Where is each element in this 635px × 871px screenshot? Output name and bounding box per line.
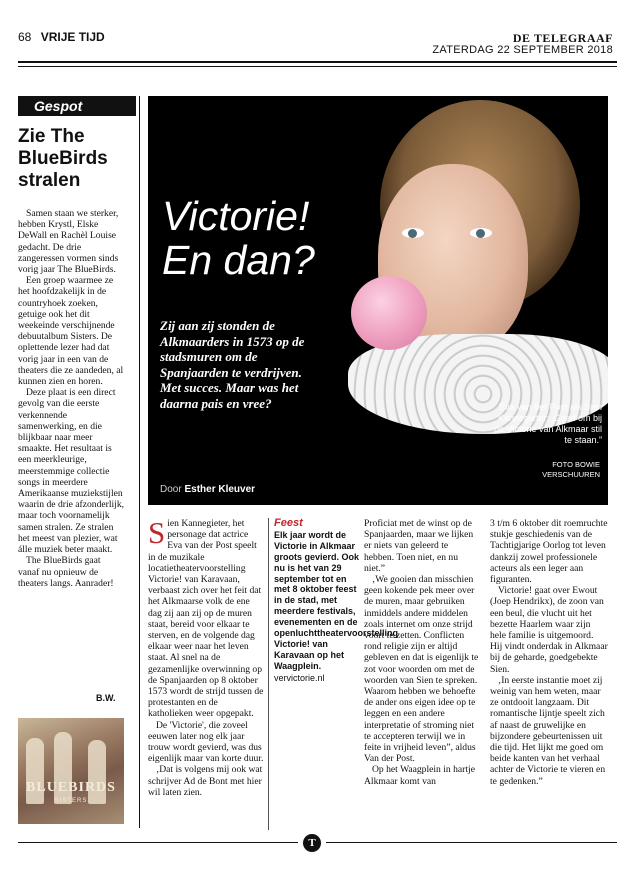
photo-eye [402, 228, 424, 238]
album-subtitle: SISTERS [54, 798, 88, 804]
article-headline [162, 194, 315, 282]
article-paragraph: ‚We gooien dan misschien geen kokende pek meer over de muren, maar gebruiken inmiddels andere middelen zoals internet om onze strijd voort te zetten. Conflicten rond religie zijn er altijd gebleven en dat is eigenlijk te zot voor woorden om met de woorden van Sien te spreken. Waarom hebben we behoefte de ander ons eigen idee op te leggen en een andere interpretatie of stroming niet te accepteren terwijl we in feite in vrijheid leven”, aldus Van der Post. [364, 574, 479, 765]
photo-caption: Eva van der Post als Sien Kannegieter: ‚Goed om bij de Victorie van Alkmaar stil te staan.” [494, 402, 602, 445]
article-column-4 [490, 518, 608, 787]
gespot-article [18, 208, 124, 589]
page-header-left [18, 30, 105, 44]
issue-date: ZATERDAG 22 SEPTEMBER 2018 [432, 44, 613, 56]
hero-photo [148, 96, 608, 505]
photo-bubblegum [351, 276, 427, 350]
gespot-paragraph: Een groep waarmee ze het hoofdzakelijk in de countryhoek zoeken, getuige ook het dit weekeinde verschijnende debuutalbum Sisters. De oplettende lezer had dat vorig jaar in een van de theaters die ze aandeden, al kunnen zien en horen. [18, 275, 124, 388]
header-rule [18, 61, 617, 63]
article-paragraph: De 'Victorie', die zoveel eeuwen later nog elk jaar trouw wordt gevierd, was dus eigenlijk maar van korte duur. [148, 719, 264, 765]
gespot-paragraph: The BlueBirds gaat vanaf nu opnieuw de theaters langs. Aanrader! [18, 555, 114, 589]
credit-line: FOTO BOWIE [552, 460, 600, 469]
gespot-byline: B.W. [96, 693, 116, 703]
photo-eye [470, 228, 492, 238]
column-divider [139, 96, 140, 828]
article-paragraph: Proficiat met de winst op de Spanjaarden, maar we lijken er niets van geleerd te hebben. Toen niet, en nu niet.” [364, 518, 474, 574]
feest-label: Feest [274, 517, 303, 529]
gespot-paragraph: Samen staan we sterker, hebben Krystl, Elske DeWall en Rachèl Louise gedacht. De drie zangeressen vormen sinds vorig jaar The BlueBirds. [18, 208, 119, 276]
article-lead: Zij aan zij stonden de Alkmaarders in 1573 op de stadsmuren om de Spanjaarden te verdrijven. Met succes. Maar was het daarna pais en vree? [160, 318, 305, 411]
gespot-label: Gespot [18, 96, 136, 116]
article-byline [160, 484, 255, 495]
headline-line: Victorie! [162, 193, 310, 239]
article-paragraph: 3 t/m 6 oktober dit roemruchte stukje geschiedenis van de Tachtigjarige Oorlog tot leven dankzij zowel professionele acteurs als een leger aan figuranten. [490, 518, 608, 586]
page-number: 68 [18, 30, 32, 44]
feest-text: Elk jaar wordt de Victorie in Alkmaar groots gevierd. Ook nu is het van 29 september tot en met 8 oktober feest in de stad, met meerdere festivals, evenementen en de openluchttheatervoorstelling Victorie! van Karavaan op het Waagplein. [274, 529, 399, 671]
article-paragraph: Op het Waagplein in hartje Alkmaar komt van [364, 764, 475, 787]
byline-prefix: Door [160, 484, 182, 495]
article-paragraph [148, 515, 264, 720]
column-divider [268, 518, 269, 830]
article-column-1 [148, 515, 264, 798]
section-name: VRIJE TIJD [40, 30, 105, 44]
newspaper-name: DE TELEGRAAF [512, 31, 613, 45]
gespot-headline: Zie The BlueBirds stralen [18, 126, 108, 191]
byline-author: Esther Kleuver [184, 484, 256, 495]
photo-credit [542, 460, 600, 480]
telegraaf-logo: T [303, 834, 321, 852]
album-cover-image [18, 718, 124, 824]
feest-link[interactable]: vervictorie.nl [274, 672, 325, 683]
headline-line: En dan? [162, 237, 315, 283]
article-paragraph: ‚Dat is volgens mij ook wat schrijver Ad de Bont met hier wil laten zien. [148, 764, 263, 798]
article-column-3 [364, 518, 480, 787]
header-rule-thin [18, 66, 617, 67]
article-paragraph: Victorie! gaat over Ewout (Joep Hendrikx), de zoon van een beul, die vlucht uit het bezette Haarlem waar zijn hele familie is uitgemoord. Hij vindt onderdak in Alkmaar bij de geharde, goedgebekte Sien. [490, 585, 608, 675]
album-title: BLUEBIRDS [26, 780, 116, 795]
feest-infobox [274, 517, 399, 684]
drop-cap: S [148, 515, 166, 550]
gespot-paragraph: Deze plaat is een direct gevolg van die eerste verkennende samenwerking, en die blijkbaar naar meer smaakte. Het resultaat is een meerkleurige, meerstemmige collectie songs in meerdere Amerikaanse muziekstijlen waarin de drie afzonderlijk, maar toch voornamelijk samen stralen. Ze stralen het meest van plezier, wat álle muziek beter maakt. [18, 387, 125, 556]
credit-line: VERSCHUUREN [542, 470, 600, 479]
article-paragraph: ‚In eerste instantie moet zij weinig van hem weten, maar ze ontdooit langzaam. Dit romantische lijntje speelt zich af naast de gruwelijke en bijzondere gebeurtenissen uit die tijd. Het lijkt me goed om beide kanten van het verhaal achter de Victorie te vieren en te gedenken.” [490, 674, 606, 787]
paragraph-text: ien Kannegieter, het personage dat actrice Eva van der Post speelt in de muzikale locatietheatervoorstelling Victorie! van Karavaan, verbaast zich over het feit dat het Alkmaarse volk de ene dag zij aan zij op de muren staat, bereid voor elkaar te sterven, en de volgende dag elkaar weer naar het leven staat. Al snel na de gezamenlijke overwinning op de Spanjaarden op 8 oktober 1573 wordt de strijd tussen de protestanten en de katholieken weer opgepakt. [148, 518, 264, 720]
